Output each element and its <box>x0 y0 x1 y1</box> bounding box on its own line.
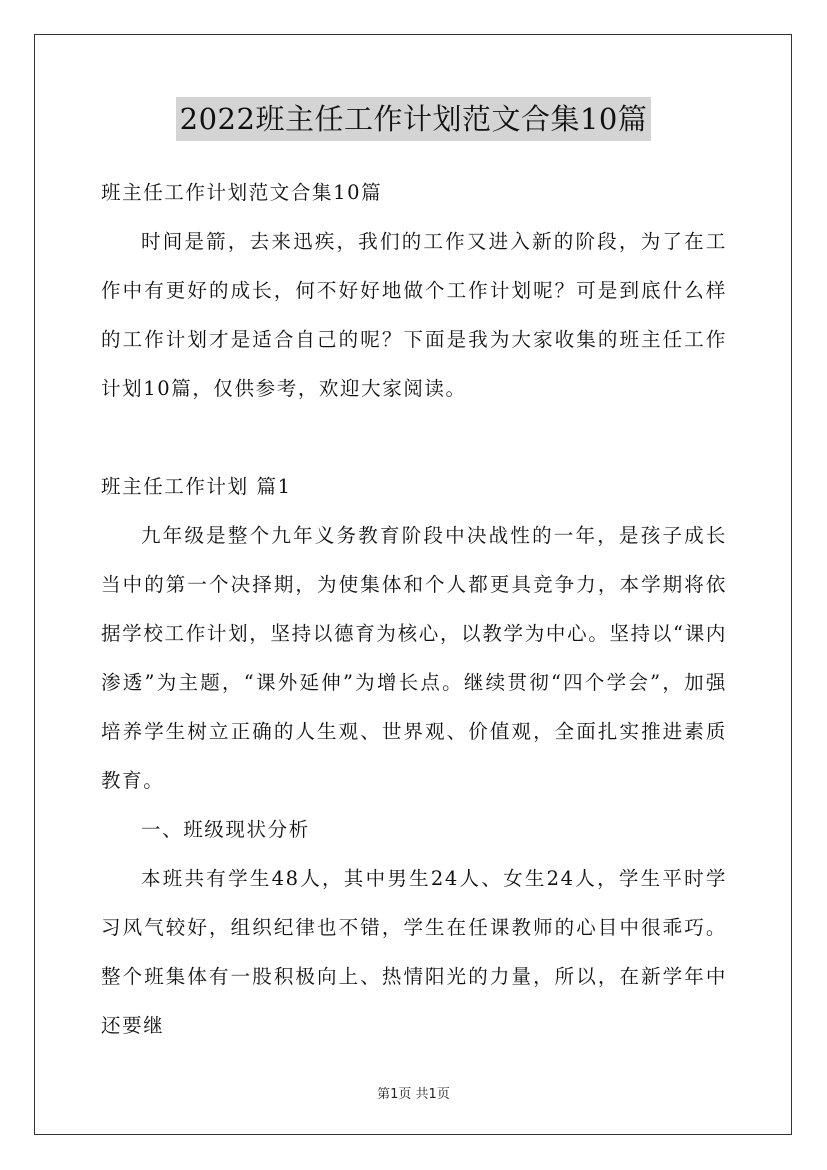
document-title: 2022班主任工作计划范文合集10篇 <box>176 97 652 141</box>
page-footer: 第1页 共1页 <box>377 1087 450 1102</box>
intro-paragraph: 时间是箭，去来迅疾，我们的工作又进入新的阶段，为了在工作中有更好的成长，何不好好地做个工作计划呢？可是到底什么样的工作计划才是适合自己的呢？下面是我为大家收集的班主任工作计划10篇，仅供参考，欢迎大家阅读。 <box>101 230 727 400</box>
subsection-heading: 一、班级现状分析 <box>141 818 310 841</box>
document-body <box>101 168 727 1050</box>
section-paragraph: 本班共有学生48人，其中男生24人、女生24人，学生平时学习风气较好，组织纪律也不错，学生在任课教师的心目中很乖巧。整个班集体有一股积极向上、热情阳光的力量，所以，在新学年中还要继 <box>101 867 727 1037</box>
title-container <box>0 97 827 141</box>
section-paragraph: 九年级是整个九年义务教育阶段中决战性的一年，是孩子成长当中的第一个决择期，为使集体和个人都更具竞争力，本学期将依据学校工作计划，坚持以德育为核心，以教学为中心。坚持以“课内渗透”为主题，“课外延伸”为增长点。继续贯彻“四个学会”，加强培养学生树立正确的人生观、世界观、价值观，全面扎实推进素质教育。 <box>101 524 727 792</box>
section-heading: 班主任工作计划 篇1 <box>101 475 292 498</box>
paragraph-gap <box>101 413 727 462</box>
document-subtitle: 班主任工作计划范文合集10篇 <box>101 181 383 204</box>
